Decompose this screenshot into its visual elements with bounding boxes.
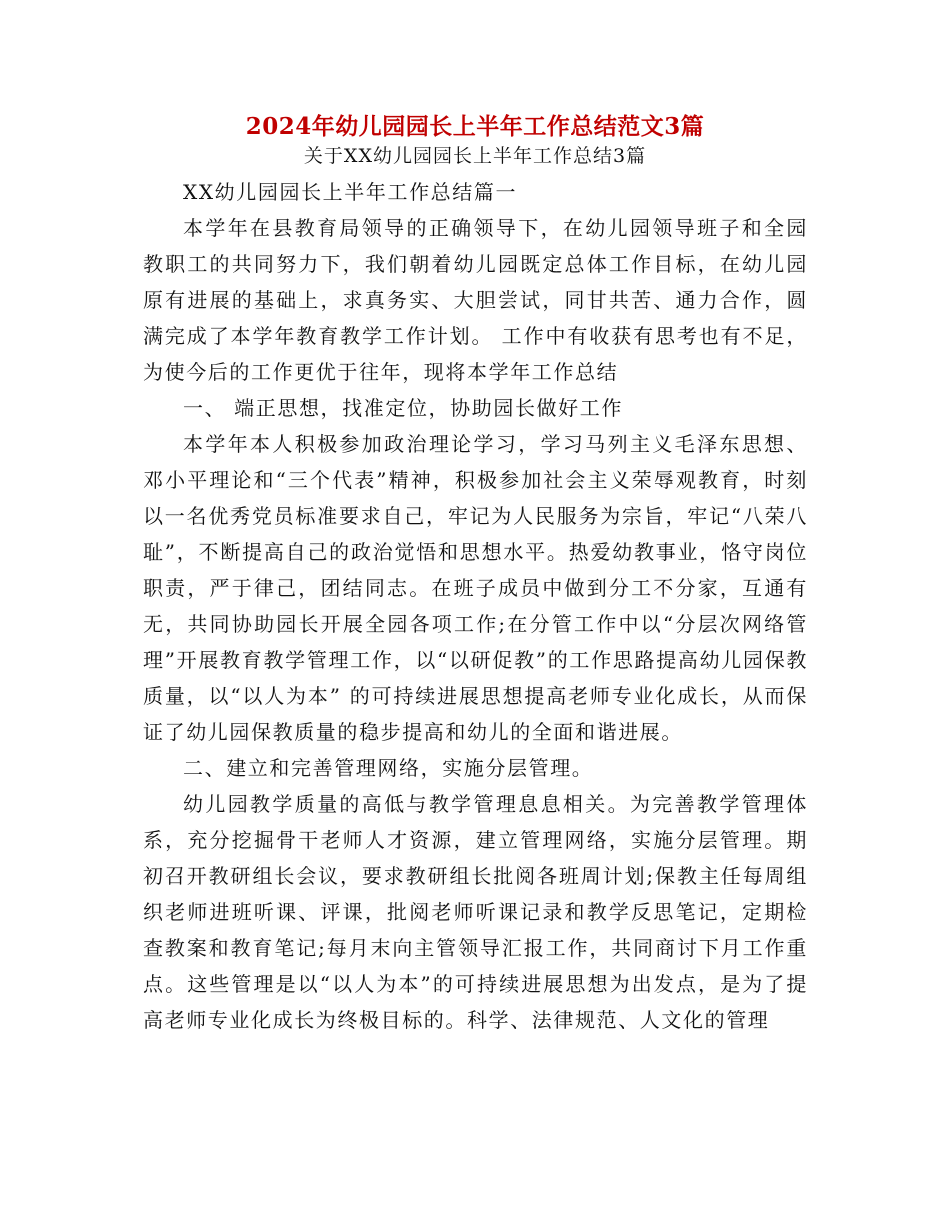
body-paragraph: 本学年本人积极参加政治理论学习，学习马列主义毛泽东思想、邓小平理论和“三个代表”精神，积极参加社会主义荣辱观教育，时刻以一名优秀党员标准要求自己，牢记为人民服务为宗旨，牢记“八荣八耻”，不断提高自己的政治觉悟和思想水平。热爱幼教事业，恪守岗位职责，严于律己，团结同志。在班子成员中做到分工不分家，互通有无，共同协助园长开展全园各项工作;在分管工作中以“分层次网络管理”开展教育教学管理工作，以“以研促教”的工作思路提高幼儿园保教质量，以“以人为本” 的可持续进展思想提高老师专业化成长，从而保证了幼儿园保教质量的稳步提高和幼儿的全面和谐进展。 xyxy=(143,432,808,744)
section-heading: 二、建立和完善管理网络，实施分层管理。 xyxy=(183,756,594,780)
section-heading: 一、 端正思想，找准定位，协助园长做好工作 xyxy=(183,396,623,420)
section-heading: XX幼儿园园长上半年工作总结篇一 xyxy=(183,180,518,204)
body-paragraph: 本学年在县教育局领导的正确领导下，在幼儿园领导班子和全园教职工的共同努力下，我们朝着幼儿园既定总体工作目标，在幼儿园原有进展的基础上，求真务实、大胆尝试，同甘共苦、通力合作，圆满完成了本学年教育教学工作计划。 工作中有收获有思考也有不足，为使今后的工作更优于往年，现将本学年工作总结 xyxy=(143,216,808,384)
document-subtitle: 关于XX幼儿园园长上半年工作总结3篇 xyxy=(303,145,647,167)
body-paragraph: 幼儿园教学质量的高低与教学管理息息相关。为完善教学管理体系，充分挖掘骨干老师人才资源，建立管理网络，实施分层管理。期初召开教研组长会议，要求教研组长批阅各班周计划;保教主任每周组织老师进班听课、评课，批阅老师听课记录和教学反思笔记，定期检查教案和教育笔记;每月末向主管领导汇报工作，共同商讨下月工作重点。这些管理是以“以人为本”的可持续进展思想为出发点，是为了提高老师专业化成长为终极目标的。科学、法律规范、人文化的管理 xyxy=(143,792,808,1032)
document-title: 2024年幼儿园园长上半年工作总结范文3篇 xyxy=(245,113,705,140)
document-body xyxy=(143,174,808,1038)
